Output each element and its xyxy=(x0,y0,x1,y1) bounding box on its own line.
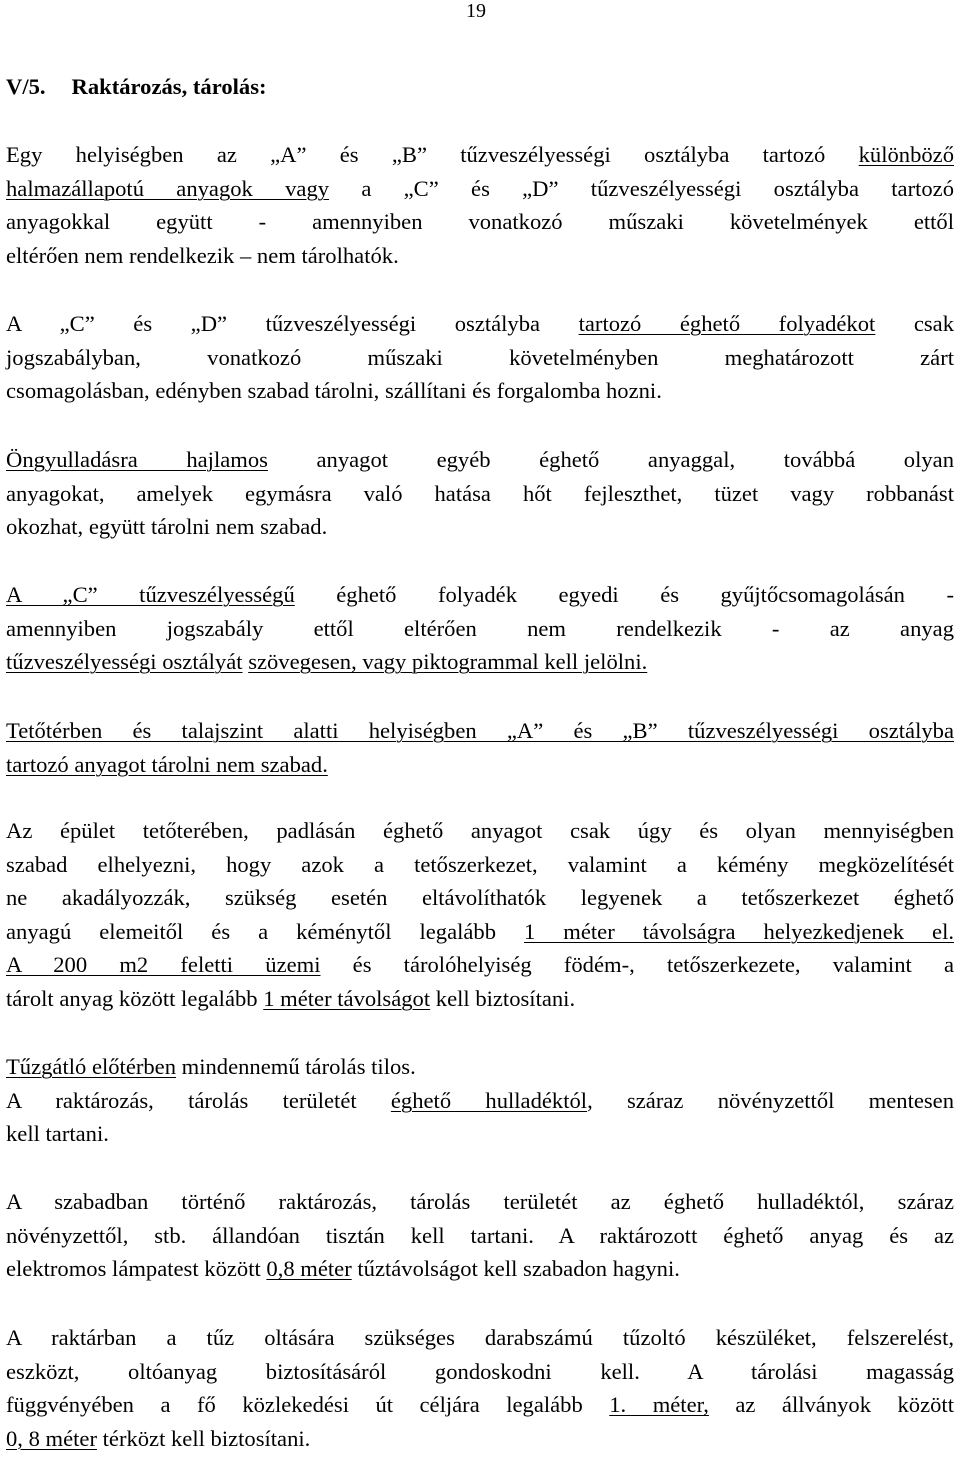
text-segment: A szabadban történő raktározás, tárolás területét az éghető hulladéktól, száraz xyxy=(6,1189,954,1214)
text-segment: , száraz növényzettől mentesen xyxy=(587,1087,954,1113)
text-segment: A raktárban a tűz oltására szükséges darabszámú tűzoltó készüléket, felszerelést, xyxy=(6,1325,954,1350)
underlined-text: tartozó éghető folyadékot xyxy=(578,311,876,336)
text-line xyxy=(6,645,954,679)
text-line xyxy=(6,172,954,206)
underlined-text: tartozó anyagot tárolni nem szabad. xyxy=(6,751,328,777)
text-line xyxy=(6,1185,954,1219)
text-segment: éghető folyadék egyedi és gyűjtőcsomagolásán - xyxy=(294,582,954,607)
text-segment: anyagokat, amelyek egymásra való hatása hőt fejleszthet, tüzet vagy robbanást xyxy=(6,480,954,506)
underlined-text: A „C” tűzveszélyességű xyxy=(6,582,295,607)
text-segment: elektromos lámpatest között xyxy=(6,1256,267,1281)
section-heading xyxy=(6,74,267,100)
text-segment: függvényében a fő közlekedési út céljára legalább xyxy=(6,1392,610,1417)
text-segment: anyagokkal együtt - amennyiben vonatkozó műszaki követelmények ettől xyxy=(6,209,954,234)
text-segment: kell biztosítani. xyxy=(430,985,576,1011)
underlined-text: különböző xyxy=(858,142,954,167)
text-line xyxy=(6,915,954,949)
underlined-text: 1 méter távolságra helyezkedjenek el. xyxy=(524,918,954,944)
text-line xyxy=(6,1219,954,1253)
underlined-text: Öngyulladásra hajlamos xyxy=(6,447,268,472)
text-line xyxy=(6,982,954,1016)
text-line xyxy=(6,1422,954,1456)
paragraph-8 xyxy=(6,1185,954,1286)
text-line xyxy=(6,578,954,612)
text-segment: az állványok között xyxy=(708,1392,954,1417)
text-line xyxy=(6,374,954,408)
underlined-text: halmazállapotú anyagok vagy xyxy=(6,175,330,201)
paragraph-6 xyxy=(6,814,954,1015)
text-segment: a „C” és „D” tűzveszélyességi osztályba tartozó xyxy=(329,175,954,201)
text-line xyxy=(6,307,954,341)
text-line xyxy=(6,948,954,982)
text-segment: mindennemű tárolás tilos. xyxy=(176,1054,416,1079)
text-line xyxy=(6,477,954,511)
underlined-text: szövegesen, vagy piktogrammal kell jelölni. xyxy=(248,649,648,674)
paragraph-2 xyxy=(6,307,954,408)
underlined-text: 0,8 méter xyxy=(266,1256,352,1281)
text-line xyxy=(6,1117,954,1151)
underlined-text: Tűzgátló előtérben xyxy=(6,1054,177,1079)
text-segment: ne akadályozzák, szükség esetén eltávolíthatók legyenek a tetőszerkezet éghető xyxy=(6,885,954,910)
text-line xyxy=(6,1252,954,1286)
text-segment: kell tartani. xyxy=(6,1121,109,1146)
text-segment: jogszabályban, vonatkozó műszaki követelményben meghatározott zárt xyxy=(6,344,954,370)
text-line xyxy=(6,881,954,915)
paragraph-7 xyxy=(6,1050,954,1151)
text-line xyxy=(6,138,954,172)
underlined-text: 1 méter távolságot xyxy=(263,985,431,1011)
underlined-text: 1. méter, xyxy=(609,1392,709,1417)
text-segment: tárolt anyag között legalább xyxy=(6,985,264,1011)
text-segment: tűztávolságot kell szabadon hagyni. xyxy=(351,1256,680,1281)
text-segment: A raktározás, tárolás területét xyxy=(6,1087,391,1113)
underlined-text: tűzveszélyességi osztályát xyxy=(6,649,243,674)
text-segment: csak xyxy=(875,311,954,336)
text-line xyxy=(6,1388,954,1422)
text-line xyxy=(6,1084,954,1118)
text-segment: eszközt, oltóanyag biztosításáról gondoskodni kell. A tárolási magasság xyxy=(6,1358,954,1384)
text-line xyxy=(6,205,954,239)
text-line xyxy=(6,612,954,646)
text-line xyxy=(6,1050,954,1084)
text-segment: Egy helyiségben az „A” és „B” tűzveszélyességi osztályba tartozó xyxy=(6,142,859,167)
section-number: V/5. xyxy=(6,74,46,99)
text-segment: térközt kell biztosítani. xyxy=(96,1425,311,1451)
text-line xyxy=(6,748,954,782)
text-segment: amennyiben jogszabály ettől eltérően nem rendelkezik - az anyag xyxy=(6,615,954,641)
text-line xyxy=(6,239,954,273)
underlined-text: Tetőtérben és talajszint alatti helyiségben „A” és „B” tűzveszélyességi osztályba xyxy=(6,718,954,743)
text-segment: anyagú elemeitől és a kéménytől legalább xyxy=(6,918,524,944)
text-line xyxy=(6,814,954,848)
underlined-text: A 200 m2 feletti üzemi xyxy=(6,952,321,977)
text-segment: csomagolásban, edényben szabad tárolni, szállítani és forgalomba hozni. xyxy=(6,378,662,403)
text-line xyxy=(6,1355,954,1389)
underlined-text: éghető hulladéktól xyxy=(390,1087,588,1113)
text-line xyxy=(6,714,954,748)
paragraph-9 xyxy=(6,1321,954,1455)
underlined-text: 0, 8 méter xyxy=(6,1425,97,1451)
paragraph-1 xyxy=(6,138,954,272)
page-number: 19 xyxy=(466,0,486,22)
text-segment: okozhat, együtt tárolni nem szabad. xyxy=(6,514,328,539)
text-line xyxy=(6,510,954,544)
text-segment: eltérően nem rendelkezik – nem tárolhatók. xyxy=(6,242,399,268)
text-segment: növényzettől, stb. állandóan tisztán kell tartani. A raktározott éghető anyag és az xyxy=(6,1222,954,1248)
paragraph-5 xyxy=(6,714,954,781)
text-line xyxy=(6,443,954,477)
text-segment: és tárolóhelyiség födém-, tetőszerkezete, valamint a xyxy=(320,952,954,977)
paragraph-4 xyxy=(6,578,954,679)
text-segment: A „C” és „D” tűzveszélyességi osztályba xyxy=(6,311,579,336)
paragraph-3 xyxy=(6,443,954,544)
section-title: Raktározás, tárolás: xyxy=(71,74,267,99)
text-segment: szabad elhelyezni, hogy azok a tetőszerkezet, valamint a kémény megközelítését xyxy=(6,851,954,877)
text-line xyxy=(6,1321,954,1355)
text-segment: Az épület tetőterében, padlásán éghető anyagot csak úgy és olyan mennyiségben xyxy=(6,818,954,843)
text-segment: anyagot egyéb éghető anyaggal, továbbá olyan xyxy=(267,447,955,472)
text-line xyxy=(6,341,954,375)
text-line xyxy=(6,848,954,882)
